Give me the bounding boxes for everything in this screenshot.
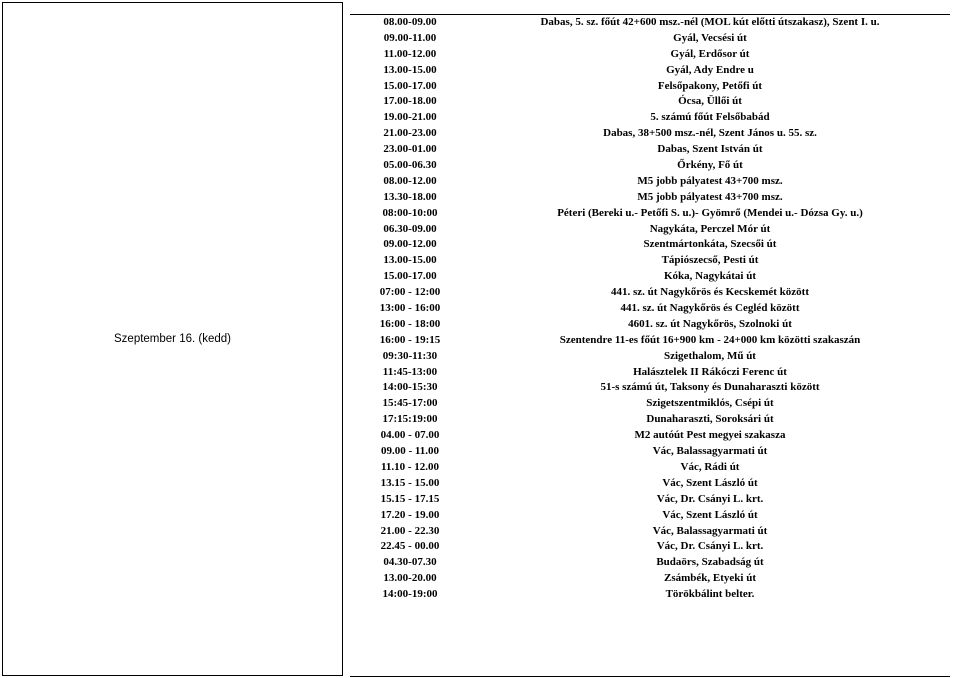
location-cell: M5 jobb pályatest 43+700 msz.	[637, 174, 783, 187]
time-cell: 13.15 - 15.00	[380, 476, 440, 489]
table-row	[350, 571, 950, 587]
location-cell: 51-s számú út, Taksony és Dunaharaszti között	[600, 381, 820, 394]
table-row	[350, 301, 950, 317]
time-cell: 11.10 - 12.00	[380, 460, 440, 473]
location-cell: Felsőpakony, Petőfi út	[657, 79, 763, 92]
time-cell: 23.00-01.00	[383, 143, 437, 156]
location-cell: Budaörs, Szabadság út	[656, 556, 764, 569]
time-cell: 06.30-09.00	[383, 222, 437, 235]
location-cell: Vác, Balassagyarmati út	[652, 524, 768, 537]
bottom-rule	[350, 676, 950, 677]
time-cell: 16:00 - 19:15	[379, 333, 441, 346]
location-cell: Őrkény, Fő út	[677, 159, 743, 172]
location-cell: Gyál, Ady Endre u	[666, 63, 754, 76]
location-cell: Gyál, Vecsési út	[673, 31, 747, 44]
time-cell: 09.00 - 11.00	[380, 445, 440, 458]
location-cell: Tápiószecső, Pesti út	[661, 254, 759, 267]
time-cell: 13.00-20.00	[383, 572, 437, 585]
location-cell: Vác, Dr. Csányi L. krt.	[656, 540, 764, 553]
time-cell: 13.00-15.00	[383, 254, 437, 267]
time-cell: 08:00-10:00	[382, 206, 438, 219]
table-row	[350, 174, 950, 190]
table-row	[350, 237, 950, 253]
location-cell: 4601. sz. út Nagykőrös, Szolnoki út	[628, 317, 792, 330]
table-row	[350, 79, 950, 95]
location-cell: Dabas, 5. sz. főút 42+600 msz.-nél (MOL kút előtti útszakasz), Szent I. u.	[540, 16, 880, 28]
table-row	[350, 396, 950, 412]
table-row	[350, 190, 950, 206]
date-label: Szeptember 16. (kedd)	[114, 333, 231, 345]
location-cell: Vác, Szent László út	[662, 508, 758, 521]
table-row	[350, 365, 950, 381]
time-cell: 17:15:19:00	[382, 413, 438, 426]
time-cell: 22.45 - 00.00	[380, 540, 440, 553]
location-cell: 5. számú főút Felsőbabád	[650, 111, 770, 124]
time-cell: 13.00-15.00	[383, 63, 437, 76]
location-cell: Péteri (Bereki u.- Petőfi S. u.)- Gyömrő (Mendei u.- Dózsa Gy. u.)	[557, 206, 863, 219]
location-cell: Kóka, Nagykátai út	[664, 270, 756, 283]
table-row	[350, 492, 950, 508]
location-cell: Szigethalom, Mű út	[664, 349, 756, 362]
table-row	[350, 47, 950, 63]
location-cell: Vác, Balassagyarmati út	[652, 445, 768, 458]
time-cell: 17.20 - 19.00	[380, 508, 440, 521]
table-row	[350, 15, 950, 31]
location-cell: Vác, Rádi út	[680, 460, 740, 473]
table-row	[350, 158, 950, 174]
table-row	[350, 476, 950, 492]
time-cell: 09.00-11.00	[383, 31, 437, 44]
time-cell: 15.00-17.00	[383, 270, 437, 283]
time-cell: 15.00-17.00	[383, 79, 437, 92]
location-cell: Halásztelek II Rákóczi Ferenc út	[633, 365, 787, 378]
location-cell: M5 jobb pályatest 43+700 msz.	[637, 190, 783, 203]
date-cell	[2, 2, 343, 676]
location-cell: Szentendre 11-es főút 16+900 km - 24+000 km közötti szakaszán	[559, 333, 861, 346]
location-cell: Nagykáta, Perczel Mór út	[649, 222, 771, 235]
time-cell: 09.00-12.00	[383, 238, 437, 251]
table-row	[350, 508, 950, 524]
time-cell: 04.30-07.30	[383, 556, 437, 569]
location-cell: Gyál, Erdősor út	[670, 47, 750, 60]
location-cell: 441. sz. út Nagykőrös és Cegléd között	[620, 302, 800, 315]
location-cell: Törökbálint belter.	[665, 588, 755, 601]
table-row	[350, 349, 950, 365]
time-cell: 16:00 - 18:00	[379, 317, 441, 330]
location-cell: Dabas, 38+500 msz.-nél, Szent János u. 55. sz.	[603, 127, 817, 140]
time-cell: 08.00-12.00	[383, 174, 437, 187]
table-row	[350, 428, 950, 444]
table-row	[350, 94, 950, 110]
time-cell: 05.00-06.30	[383, 159, 437, 172]
time-cell: 11:45-13:00	[382, 365, 438, 378]
location-cell: Szigetszentmiklós, Csépi út	[646, 397, 774, 410]
time-cell: 14:00-15:30	[382, 381, 438, 394]
location-cell: Ócsa, Üllői út	[678, 95, 742, 108]
location-cell: 441. sz. út Nagykőrös és Kecskemét között	[611, 286, 809, 299]
table-row	[350, 460, 950, 476]
time-cell: 15:45-17:00	[382, 397, 438, 410]
table-row	[350, 333, 950, 349]
table-row	[350, 222, 950, 238]
time-cell: 19.00-21.00	[383, 111, 437, 124]
time-cell: 17.00-18.00	[383, 95, 437, 108]
location-cell: M2 autóút Pest megyei szakasza	[634, 429, 786, 442]
time-cell: 14:00-19:00	[382, 588, 438, 601]
time-cell: 15.15 - 17.15	[380, 492, 440, 505]
table-row	[350, 126, 950, 142]
time-cell: 13.30-18.00	[383, 190, 437, 203]
time-cell: 07:00 - 12:00	[379, 286, 441, 299]
table-row	[350, 412, 950, 428]
schedule-rows	[350, 15, 950, 603]
table-row	[350, 380, 950, 396]
time-cell: 13:00 - 16:00	[379, 302, 441, 315]
location-cell: Zsámbék, Etyeki út	[664, 572, 756, 585]
time-cell: 21.00-23.00	[383, 127, 437, 140]
top-rule	[350, 14, 950, 15]
location-cell: Dabas, Szent István út	[657, 143, 763, 156]
table-row	[350, 524, 950, 540]
table-row	[350, 444, 950, 460]
location-cell: Szentmártonkáta, Szecsői út	[643, 238, 777, 251]
table-row	[350, 206, 950, 222]
time-cell: 11.00-12.00	[383, 47, 437, 60]
table-row	[350, 253, 950, 269]
time-cell: 08.00-09.00	[383, 16, 437, 28]
time-cell: 09:30-11:30	[382, 349, 438, 362]
table-row	[350, 63, 950, 79]
table-row	[350, 539, 950, 555]
location-cell: Vác, Szent László út	[662, 476, 758, 489]
time-cell: 04.00 - 07.00	[380, 429, 440, 442]
table-row	[350, 317, 950, 333]
table-row	[350, 142, 950, 158]
table-row	[350, 110, 950, 126]
table-row	[350, 555, 950, 571]
location-cell: Vác, Dr. Csányi L. krt.	[656, 492, 764, 505]
table-row	[350, 269, 950, 285]
table-row	[350, 285, 950, 301]
table-row	[350, 31, 950, 47]
location-cell: Dunaharaszti, Soroksári út	[646, 413, 774, 426]
time-cell: 21.00 - 22.30	[380, 524, 440, 537]
table-row	[350, 587, 950, 603]
